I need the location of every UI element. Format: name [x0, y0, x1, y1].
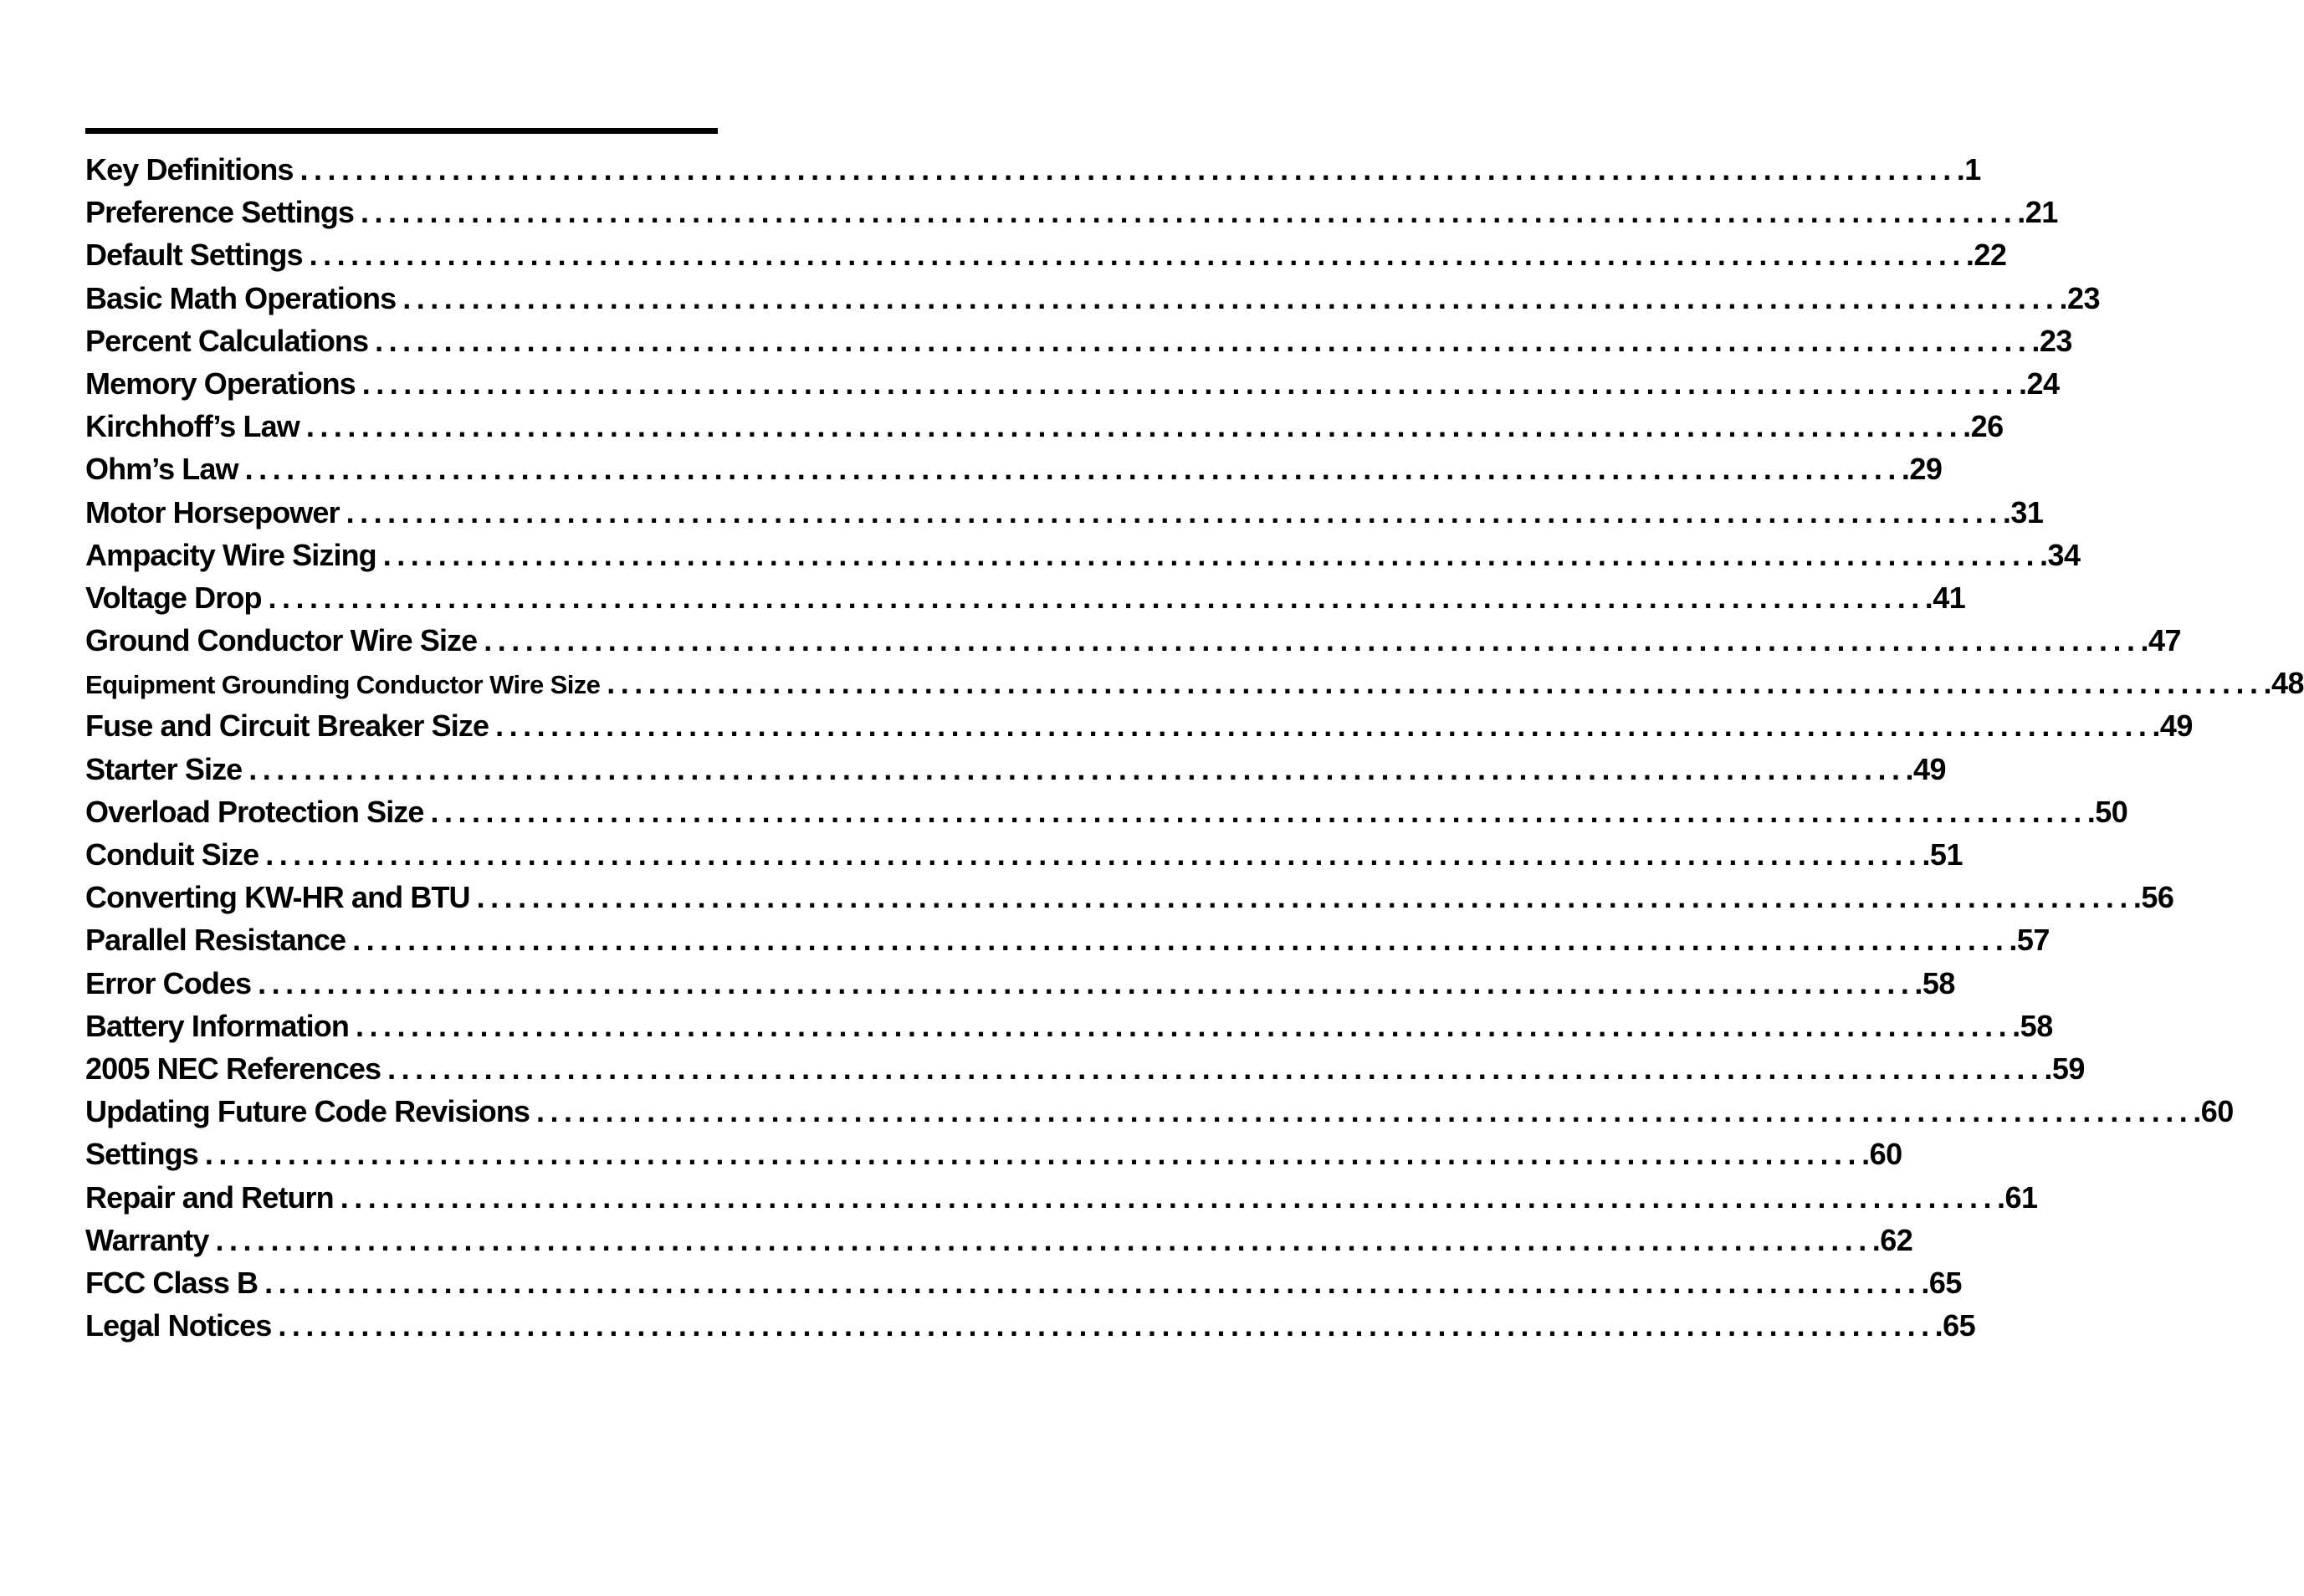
top-rule: [85, 128, 718, 134]
dot-leader: ........................................................................................................................: [382, 537, 2040, 572]
toc-entry[interactable]: [85, 619, 2182, 662]
toc-entry-title: Starter Size: [85, 751, 243, 786]
toc-entry-title: Basic Math Operations: [85, 280, 397, 315]
toc-entry[interactable]: [85, 277, 2100, 320]
toc-entry-title: Memory Operations: [85, 366, 356, 401]
dot-leader: ........................................................................................................................: [536, 1094, 2194, 1129]
toc-entry-page: .58: [2012, 1008, 2053, 1043]
toc-entry-page: .49: [1905, 751, 1947, 786]
toc-entry[interactable]: [85, 1005, 2053, 1047]
toc-entry[interactable]: [85, 790, 2128, 833]
toc-entry-page: .23: [2059, 280, 2100, 315]
toc-entry-title: Equipment Grounding Conductor Wire Size: [85, 670, 601, 700]
dot-leader: ........................................................................................................................: [346, 494, 2003, 529]
toc-entry[interactable]: [85, 362, 2060, 405]
toc-entry-page: .48: [2263, 666, 2304, 701]
dot-leader: ........................................................................................................................: [248, 751, 1906, 786]
toc-entry[interactable]: [85, 662, 2304, 704]
toc-entry-title: Overload Protection Size: [85, 794, 424, 829]
dot-leader: ........................................................................................................................: [305, 409, 1964, 444]
dot-leader: ........................................................................................................................: [264, 1265, 1922, 1300]
toc-entry-page: .61: [1996, 1179, 2038, 1215]
toc-entry-title: Percent Calculations: [85, 323, 369, 358]
toc-entry[interactable]: [85, 1176, 2038, 1219]
dot-leader: ........................................................................................................................: [244, 452, 1902, 487]
toc-entry-title: Parallel Resistance: [85, 923, 346, 958]
toc-entry-page: .1: [1956, 152, 1981, 187]
dot-leader: ........................................................................................................................: [476, 880, 2133, 915]
dot-leader: ........................................................................................................................: [607, 666, 2264, 701]
toc-entry-page: .21: [2017, 195, 2058, 230]
toc-entry-page: .65: [1921, 1265, 1962, 1300]
toc-entry-page: .31: [2002, 494, 2044, 529]
toc-entry-title: Legal Notices: [85, 1308, 272, 1343]
toc-entry-page: .24: [2019, 366, 2060, 401]
dot-leader: ........................................................................................................................: [309, 238, 1966, 273]
toc-entry-title: Ampacity Wire Sizing: [85, 537, 376, 572]
toc-entry[interactable]: [85, 405, 2004, 448]
toc-entry-title: Conduit Size: [85, 837, 259, 872]
toc-entry[interactable]: [85, 704, 2193, 747]
toc-entry-page: .62: [1871, 1222, 1913, 1257]
dot-leader: ........................................................................................................................: [300, 152, 1957, 187]
toc-entry[interactable]: [85, 876, 2174, 918]
toc-entry[interactable]: [85, 1133, 1902, 1175]
toc-entry-page: .34: [2039, 537, 2081, 572]
toc-entry-title: FCC Class B: [85, 1265, 259, 1300]
toc-entry-page: .59: [2044, 1051, 2085, 1086]
toc-entry-title: Warranty: [85, 1222, 209, 1257]
dot-leader: ........................................................................................................................: [265, 837, 1923, 872]
toc-entry-page: .58: [1914, 965, 1955, 1000]
toc-entry-page: .29: [1901, 452, 1943, 487]
toc-entry-title: Motor Horsepower: [85, 494, 340, 529]
toc-entry[interactable]: [85, 320, 2072, 362]
dot-leader: ........................................................................................................................: [340, 1179, 1997, 1215]
toc-entry-page: .26: [1963, 409, 2004, 444]
dot-leader: ........................................................................................................................: [361, 366, 2020, 401]
dot-leader: ........................................................................................................................: [215, 1222, 1872, 1257]
toc-entry[interactable]: [85, 962, 1955, 1005]
toc-entry-page: .57: [2009, 923, 2050, 958]
toc-entry[interactable]: [85, 1261, 1962, 1304]
dot-leader: ........................................................................................................................: [430, 794, 2087, 829]
toc-entry[interactable]: [85, 1304, 1976, 1347]
toc-entry[interactable]: [85, 148, 1981, 191]
dot-leader: ........................................................................................................................: [402, 280, 2060, 315]
toc-entry[interactable]: [85, 748, 1947, 790]
toc-entry[interactable]: [85, 918, 2050, 961]
toc-entry[interactable]: [85, 576, 1966, 619]
dot-leader: ........................................................................................................................: [352, 923, 2010, 958]
toc-entry-page: .49: [2152, 708, 2193, 744]
toc-entry-title: 2005 NEC References: [85, 1051, 381, 1086]
toc-entry[interactable]: [85, 233, 2007, 276]
toc-entry[interactable]: [85, 1090, 2234, 1133]
toc-entry-title: Ground Conductor Wire Size: [85, 623, 478, 658]
toc-entry-page: .60: [1861, 1137, 1902, 1172]
toc-entry-page: .22: [1965, 238, 2007, 273]
toc-entry-page: .60: [2193, 1094, 2234, 1129]
toc-entry-page: .50: [2086, 794, 2128, 829]
toc-entry-page: .65: [1934, 1308, 1976, 1343]
dot-leader: ........................................................................................................................: [204, 1137, 1862, 1172]
toc-entry-page: .41: [1924, 580, 1966, 615]
table-of-contents: [85, 148, 2304, 1347]
dot-leader: ........................................................................................................................: [278, 1308, 1935, 1343]
toc-entry-title: Kirchhoff’s Law: [85, 409, 300, 444]
toc-entry-title: Repair and Return: [85, 1179, 334, 1215]
toc-entry-title: Key Definitions: [85, 152, 294, 187]
toc-entry-page: .23: [2031, 323, 2072, 358]
toc-entry-title: Ohm’s Law: [85, 452, 238, 487]
toc-entry[interactable]: [85, 448, 1943, 490]
dot-leader: ........................................................................................................................: [484, 623, 2141, 658]
toc-entry[interactable]: [85, 1219, 1913, 1261]
toc-entry[interactable]: [85, 534, 2081, 576]
dot-leader: ........................................................................................................................: [387, 1051, 2045, 1086]
toc-entry-page: .51: [1922, 837, 1963, 872]
dot-leader: ........................................................................................................................: [258, 965, 1915, 1000]
toc-entry-title: Updating Future Code Revisions: [85, 1094, 530, 1129]
toc-entry-title: Voltage Drop: [85, 580, 262, 615]
toc-entry-page: .56: [2132, 880, 2174, 915]
dot-leader: ........................................................................................................................: [495, 708, 2153, 744]
toc-entry-title: Default Settings: [85, 238, 303, 273]
toc-entry-title: Converting KW-HR and BTU: [85, 880, 470, 915]
toc-entry[interactable]: [85, 833, 1963, 876]
dot-leader: ........................................................................................................................: [375, 323, 2032, 358]
toc-entry-title: Preference Settings: [85, 195, 355, 230]
dot-leader: ........................................................................................................................: [268, 580, 1925, 615]
toc-entry-title: Fuse and Circuit Breaker Size: [85, 708, 489, 744]
dot-leader: ........................................................................................................................: [361, 195, 2018, 230]
toc-entry-title: Error Codes: [85, 965, 252, 1000]
toc-entry-page: .47: [2140, 623, 2182, 658]
toc-entry[interactable]: [85, 191, 2058, 233]
dot-leader: ........................................................................................................................: [355, 1008, 2013, 1043]
toc-entry[interactable]: [85, 491, 2044, 534]
toc-entry-title: Settings: [85, 1137, 198, 1172]
toc-entry[interactable]: [85, 1047, 2085, 1090]
toc-entry-title: Battery Information: [85, 1008, 349, 1043]
